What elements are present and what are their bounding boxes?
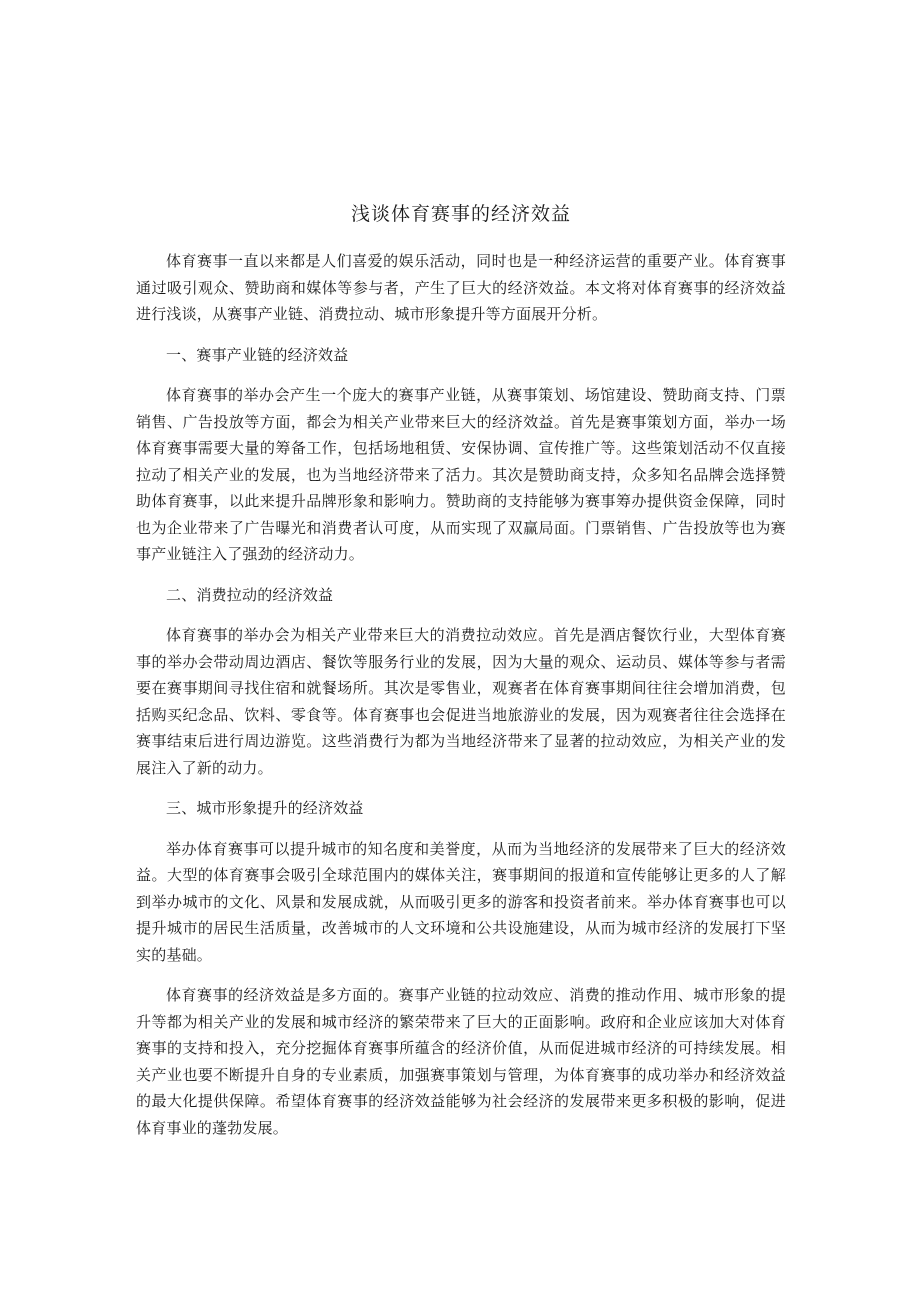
section-heading-consumption: 二、消费拉动的经济效益 — [166, 585, 334, 604]
section-body-city-image: 举办体育赛事可以提升城市的知名度和美誉度，从而为当地经济的发展带来了巨大的经济效益。大型的体育赛事会吸引全球范围内的媒体关注，赛事期间的报道和宣传能够让更多的人了解到举办城市的文化、风景和发展成就，从而吸引更多的游客和投资者前来。举办体育赛事也可以提升城市的居民生活质量，改善城市的人文环境和公共设施建设，从而为城市经济的发展打下坚实的基础。 — [136, 839, 786, 964]
document-content — [136, 200, 786, 1155]
document-title: 浅谈体育赛事的经济效益 — [350, 203, 571, 225]
section-body-industry-chain: 体育赛事的举办会产生一个庞大的赛事产业链，从赛事策划、场馆建设、赞助商支持、门票销售、广告投放等方面，都会为相关产业带来巨大的经济效益。首先是赛事策划方面，举办一场体育赛事需要大量的筹备工作，包括场地租赁、安保协调、宣传推广等。这些策划活动不仅直接拉动了相关产业的发展，也为当地经济带来了活力。其次是赞助商支持，众多知名品牌会选择赞助体育赛事，以此来提升品牌形象和影响力。赞助商的支持能够为赛事筹办提供资金保障，同时也为企业带来了广告曝光和消费者认可度，从而实现了双赢局面。门票销售、广告投放等也为赛事产业链注入了强劲的经济动力。 — [136, 386, 786, 563]
intro-paragraph: 体育赛事一直以来都是人们喜爱的娱乐活动，同时也是一种经济运营的重要产业。体育赛事通过吸引观众、赞助商和媒体等参与者，产生了巨大的经济效益。本文将对体育赛事的经济效益进行浅谈，从赛事产业链、消费拉动、城市形象提升等方面展开分析。 — [136, 252, 786, 323]
section-heading-city-image: 三、城市形象提升的经济效益 — [166, 799, 364, 817]
section-body-consumption: 体育赛事的举办会为相关产业带来巨大的消费拉动效应。首先是酒店餐饮行业，大型体育赛事的举办会带动周边酒店、餐饮等服务行业的发展，因为大量的观众、运动员、媒体等参与者需要在赛事期间寻找住宿和就餐场所。其次是零售业，观赛者在体育赛事期间往往会增加消费，包括购买纪念品、饮料、零食等。体育赛事也会促进当地旅游业的发展，因为观赛者往往会选择在赛事结束后进行周边游览。这些消费行为都为当地经济带来了显著的拉动效应，为相关产业的发展注入了新的动力。 — [136, 626, 786, 777]
conclusion-paragraph: 体育赛事的经济效益是多方面的。赛事产业链的拉动效应、消费的推动作用、城市形象的提升等都为相关产业的发展和城市经济的繁荣带来了巨大的正面影响。政府和企业应该加大对体育赛事的支持和投入，充分挖掘体育赛事所蕴含的经济价值，从而促进城市经济的可持续发展。相关产业也要不断提升自身的专业素质，加强赛事策划与管理，为体育赛事的成功举办和经济效益的最大化提供保障。希望体育赛事的经济效益能够为社会经济的发展带来更多积极的影响，促进体育事业的蓬勃发展。 — [136, 986, 786, 1137]
section-heading-industry-chain: 一、赛事产业链的经济效益 — [166, 345, 349, 364]
